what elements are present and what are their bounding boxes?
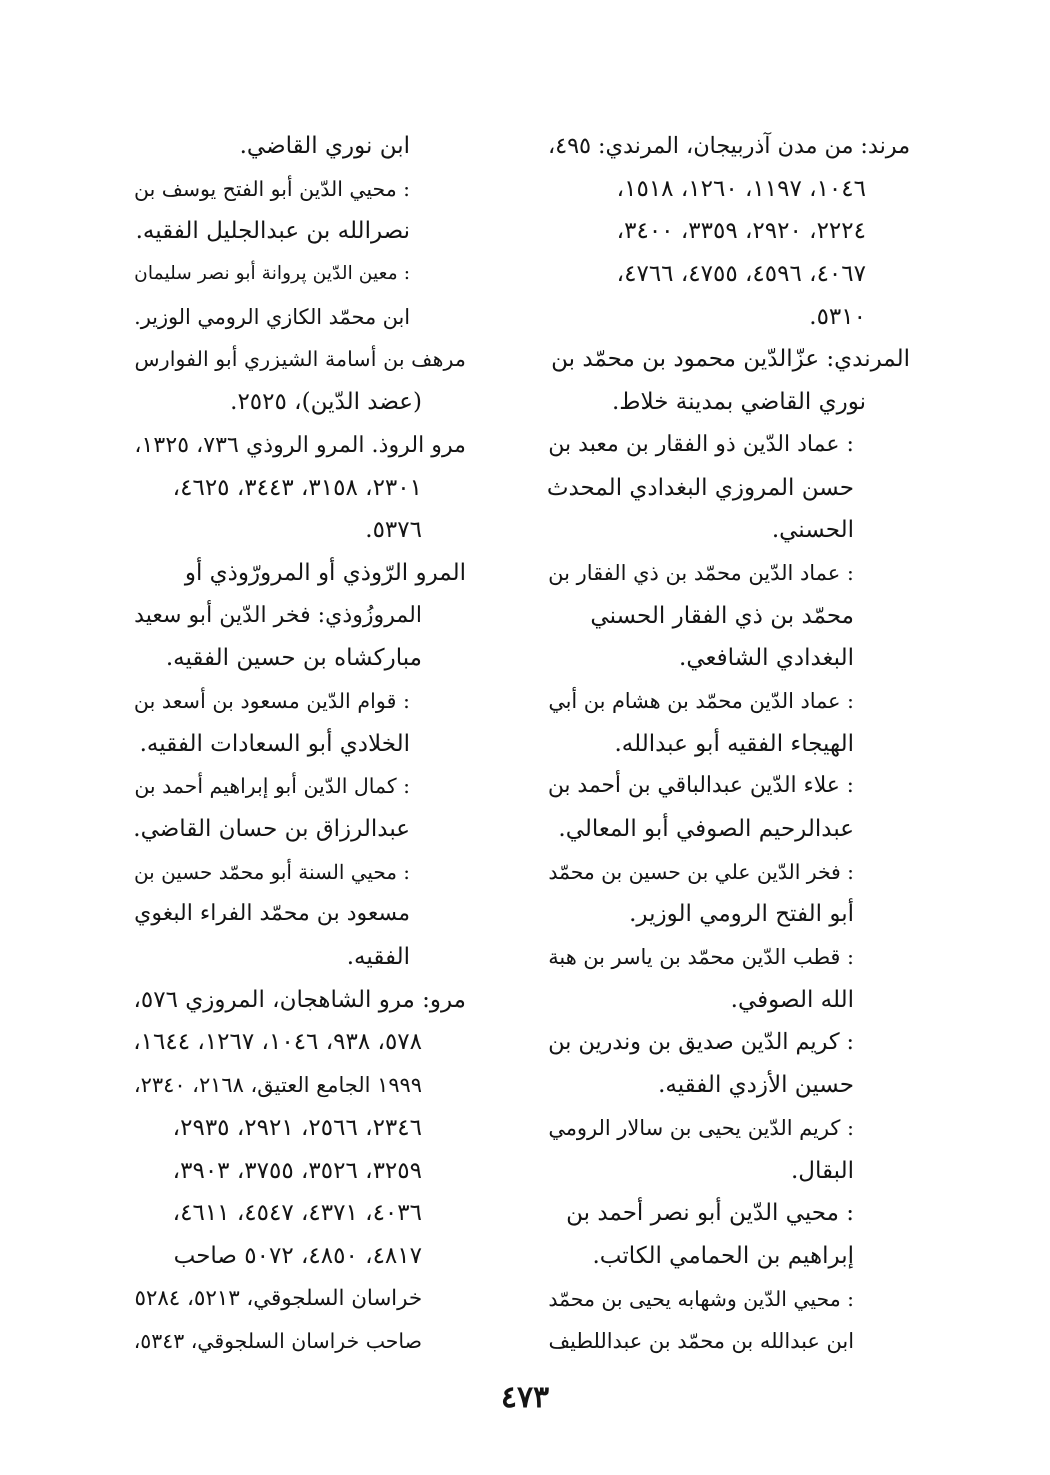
text-line: ٢٢٢٤، ٢٩٢٠، ٣٣٥٩، ٣٤٠٠، — [616, 218, 866, 245]
text-line: مرو: مرو الشاهجان، المروزي ٥٧٦، — [133, 986, 466, 1013]
text-line: مرهف بن أسامة الشيزري أبو الفوارس — [134, 347, 466, 372]
text-line: : كمال الدّين أبو إبراهيم أحمد بن — [134, 774, 410, 799]
text-line: : قوام الدّين مسعود بن أسعد بن — [133, 688, 410, 713]
text-line: مسعود بن محمّد الفراء البغوي — [134, 901, 410, 927]
right-column — [548, 125, 910, 1363]
text-line: : كريم الدّين يحيى بن سالار الرومي — [548, 1115, 854, 1140]
text-line: : محيي السنة أبو محمّد حسين بن — [134, 859, 410, 884]
text-line: : محيي الدّين وشهابه يحيى بن محمّد — [548, 1286, 854, 1311]
page-number: ٤٧٣ — [500, 1380, 550, 1415]
text-line: الله الصوفي. — [730, 986, 854, 1013]
text-line: أبو الفتح الرومي الوزير. — [629, 901, 854, 928]
text-line: ٢٣٤٦، ٢٥٦٦، ٢٩٢١، ٢٩٣٥، — [172, 1114, 422, 1141]
text-line: البقال. — [790, 1157, 854, 1184]
text-line: مرند: من مدن آذربيجان، المرندي: ٤٩٥، — [547, 133, 910, 159]
text-line: ٤٠٦٧، ٤٥٩٦، ٤٧٥٥، ٤٧٦٦، — [616, 261, 866, 288]
text-line: الخلادي أبو السعادات الفقيه. — [139, 730, 410, 757]
text-line: مباركشاه بن حسين الفقيه. — [165, 645, 422, 672]
text-line: : محيي الدّين أبو نصر أحمد بن — [566, 1200, 854, 1227]
text-line: ٣٢٥٩، ٣٥٢٦، ٣٧٥٥، ٣٩٠٣، — [172, 1157, 422, 1184]
text-line: حسين الأزدي الفقيه. — [658, 1072, 854, 1099]
text-line: المرندي: عزّالدّين محمود بن محمّد بن — [551, 346, 910, 373]
text-line: ١٠٤٦، ١١٩٧، ١٢٦٠، ١٥١٨، — [616, 175, 866, 202]
text-line: صاحب خراسان السلجوقي، ٥٣٤٣، — [133, 1329, 422, 1354]
text-line: : عماد الدّين محمّد بن ذي الفقار بن — [548, 560, 854, 585]
text-line: المرو الرّوذي أو المرورّوذي أو — [184, 559, 466, 586]
text-line: عبدالرحيم الصوفي أبو المعالي. — [558, 816, 854, 842]
text-line: خراسان السلجوقي، ٥٢١٣، ٥٢٨٤ — [134, 1285, 422, 1311]
text-line: عبدالرزاق بن حسان القاضي. — [133, 816, 410, 842]
text-line: الفقيه. — [346, 944, 410, 971]
text-line: المروزُوذي: فخر الدّين أبو سعيد — [134, 602, 422, 628]
text-line: : عماد الدّين محمّد بن هشام بن أبي — [548, 688, 854, 713]
text-line: ٥٣١٠. — [809, 303, 866, 330]
text-line: البغدادي الشافعي. — [679, 645, 854, 672]
text-line: ١٩٩٩ الجامع العتيق، ٢١٦٨، ٢٣٤٠، — [133, 1073, 422, 1098]
text-line: نصرالله بن عبدالجليل الفقيه. — [135, 218, 410, 245]
text-line: : محيي الدّين أبو الفتح يوسف بن — [134, 176, 410, 201]
text-line: نوري القاضي بمدينة خلاط. — [611, 389, 866, 416]
text-line: حسن المروزي البغدادي المحدث — [546, 474, 854, 501]
text-line: ابن محمّد الكازي الرومي الوزير. — [134, 304, 410, 329]
text-line: : معين الدّين پروانة أبو نصر سليمان — [134, 263, 410, 285]
text-line: إبراهيم بن الحمامي الكاتب. — [592, 1242, 854, 1269]
text-line: : عماد الدّين ذو الفقار بن معبد بن — [548, 431, 854, 457]
text-line: : فخر الدّين علي بن حسين بن محمّد — [548, 859, 854, 884]
text-line: ابن نوري القاضي. — [239, 133, 410, 159]
text-line: ٢٣٠١، ٣١٥٨، ٣٤٤٣، ٤٦٢٥، — [172, 474, 422, 501]
text-line: الهيجاء الفقيه أبو عبدالله. — [614, 730, 854, 757]
text-line: : قطب الدّين محمّد بن ياسر بن هبة — [548, 945, 854, 970]
text-line: ٥٣٧٦. — [365, 517, 422, 544]
left-column — [134, 125, 466, 1363]
text-line: : علاء الدّين عبدالباقي بن أحمد بن — [547, 773, 854, 799]
text-line: : كريم الدّين صديق بن وندرين بن — [548, 1029, 854, 1056]
text-line: (عضد الدّين)، ٢٥٢٥. — [230, 389, 422, 416]
text-line: ٤٠٣٦، ٤٣٧١، ٤٥٤٧، ٤٦١١، — [172, 1200, 422, 1227]
text-line: ٤٨١٧، ٤٨٥٠، ٥٠٧٢ صاحب — [173, 1242, 422, 1269]
text-line: ابن عبدالله بن محمّد بن عبداللطيف — [548, 1329, 854, 1354]
text-line: ٥٧٨، ٩٣٨، ١٠٤٦، ١٢٦٧، ١٦٤٤، — [133, 1029, 422, 1056]
text-line: مرو الروذ. المرو الروذي ٧٣٦، ١٣٢٥، — [134, 431, 466, 458]
text-line: الحسني. — [771, 517, 854, 544]
text-line: محمّد بن ذي الفقار الحسني — [590, 602, 854, 629]
